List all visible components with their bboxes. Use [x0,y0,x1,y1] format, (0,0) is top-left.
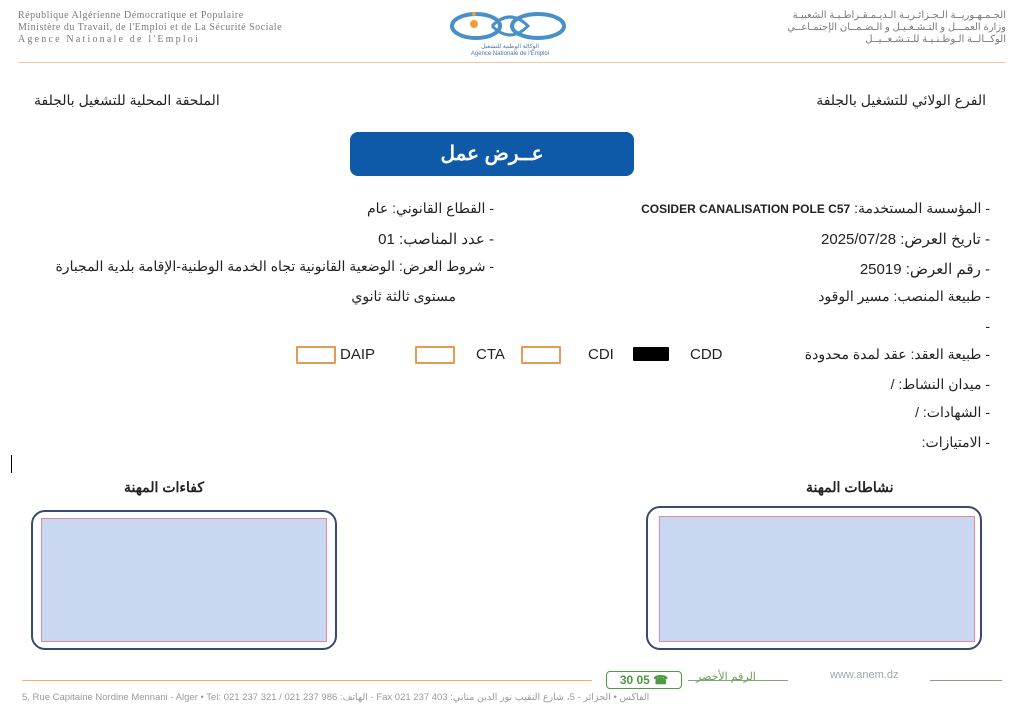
footer-address: 5, Rue Capitaine Nordine Mennani - Alger • Tel: 021 237 321 / 021 237 986 :الهاتف - Fax 021 237 403 :الفاكس • الجزائر - 5، شارع النقيب نور الدين مناني [22,692,650,703]
branch-wilaya: الفرع الولائي للتشغيل بالجلفة [816,92,986,108]
logo-caption-fr: Agence Nationale de l'Emploi [470,51,550,57]
offer-conditions: - شروط العرض: الوضعية القانونية تجاه الخدمة الوطنية-الإقامة بلدية المجبارة [55,258,494,274]
empty-dash: - [985,318,990,334]
activities-field[interactable] [659,516,975,642]
certificates: - الشهادات: / [915,404,990,420]
daip-checkbox[interactable] [296,346,336,364]
position-type: - طبيعة المنصب: مسير الوقود [818,288,990,304]
header-ar-line-1: الجـمـهـوريــة الـجـزائـريـة الـديـمـقـراطـيـة الشعبيـة [792,10,1006,21]
education-level: مستوى ثالثة ثانوي [351,288,456,304]
footer-divider-left [22,680,592,681]
logo-caption-ar: الوكالة الوطنية للتشغيل [480,44,540,50]
privileges: - الامتيازات: [921,434,990,450]
green-number: 30 05 [619,673,650,687]
footer-divider-mid [688,680,788,681]
cta-checkbox[interactable] [415,346,455,364]
offer-title: عــرض عمل [350,132,634,176]
offer-date: - تاريخ العرض: 2025/07/28 [821,231,990,248]
cdd-checkbox[interactable] [633,347,669,361]
branch-local: الملحقة المحلية للتشغيل بالجلفة [34,92,220,108]
contract-type: - طبيعة العقد: عقد لمدة محدودة [804,346,990,362]
header-divider [18,62,1006,63]
header-arabic [586,10,1006,46]
cta-label: CTA [476,346,505,363]
green-number-badge [606,671,682,689]
website: www.anem.dz [830,669,899,681]
skills-title: كفاءات المهنة [124,479,204,495]
green-number-label: الرقم الأخضر [696,671,756,683]
skills-field[interactable] [41,518,327,642]
employer-row [530,200,990,217]
footer-divider-right [930,680,1002,681]
header-fr-line-1: République Algérienne Démocratique et Populaire [18,10,244,21]
legal-sector: - القطاع القانوني: عام [366,200,494,216]
logo-caption [440,44,580,58]
header-ar-line-3: الوكــالــة الـوطـنـيـة للـتـشـغــيــل [865,34,1006,45]
header-french [18,10,438,46]
cdi-checkbox[interactable] [521,346,561,364]
activities-title: نشاطات المهنة [806,479,894,495]
header-fr-line-2: Ministère du Travail, de l'Emploi et de La Sécurité Sociale [18,22,283,33]
header-fr-line-3: Agence Nationale de l'Emploi [18,34,200,45]
daip-label: DAIP [340,346,376,363]
header-ar-line-2: وزارة العمـــل و التـشـغـيـل و الـضـمــان الإجتمـاعــي [787,22,1006,33]
phone-icon: ☎ [653,673,669,687]
activity-field: - ميدان النشاط: / [890,376,990,392]
cdi-label: CDI [588,346,614,363]
cdd-label: CDD [690,346,723,363]
text-cursor [11,455,12,473]
employer-label: - المؤسسة المستخدمة: [854,200,990,216]
positions-count: - عدد المناصب: 01 [378,231,494,248]
offer-number: - رقم العرض: 25019 [859,261,990,278]
employer-value: COSIDER CANALISATION POLE C57 [641,202,851,216]
